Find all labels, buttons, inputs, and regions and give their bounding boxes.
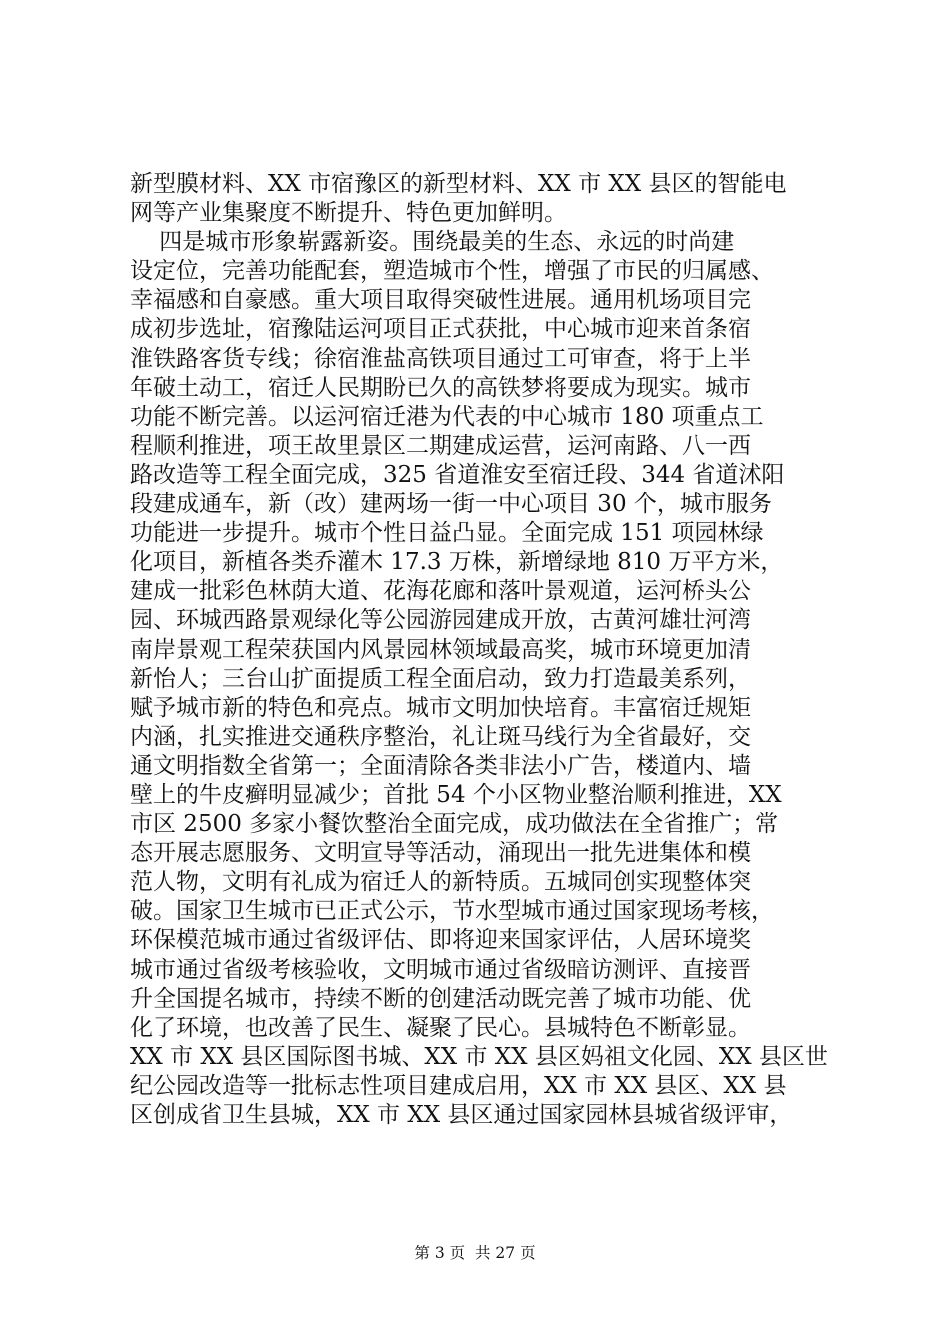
text-line: 范人物，文明有礼成为宿迁人的新特质。五城同创实现整体突	[130, 869, 751, 896]
text-line: 四是城市形象崭露新姿。围绕最美的生态、永远的时尚建	[130, 229, 735, 256]
text-line: 设定位，完善功能配套，塑造城市个性，增强了市民的归属感、	[130, 258, 774, 285]
text-line: 新型膜材料、XX 市宿豫区的新型材料、XX 市 XX 县区的智能电	[130, 171, 787, 197]
text-line: 化了环境，也改善了民生、凝聚了民心。县城特色不断彰显。	[130, 1014, 751, 1041]
text-line: 化项目，新植各类乔灌木 17.3 万株，新增绿地 810 万平方米，	[130, 549, 784, 576]
text-line: 幸福感和自豪感。重大项目取得突破性进展。通用机场项目完	[130, 287, 751, 314]
text-line: 成初步选址，宿豫陆运河项目正式获批，中心城市迎来首条宿	[130, 316, 751, 343]
text-line: 市区 2500 多家小餐饮整治全面完成，成功做法在全省推广；常	[130, 811, 779, 838]
text-line: 南岸景观工程荣获国内风景园林领域最高奖，城市环境更加清	[130, 636, 751, 663]
text-line: 通文明指数全省第一；全面清除各类非法小广告，楼道内、墙	[130, 752, 751, 779]
text-line: 城市通过省级考核验收，文明城市通过省级暗访测评、直接晋	[130, 956, 751, 983]
text-line: 区创成省卫生县城，XX 市 XX 县区通过国家园林县城省级评审，	[130, 1102, 793, 1128]
text-line: 功能不断完善。以运河宿迁港为代表的中心城市 180 项重点工	[130, 403, 764, 430]
text-line: 网等产业集聚度不断提升、特色更加鲜明。	[130, 200, 567, 227]
text-line: 破。国家卫生城市已正式公示，节水型城市通过国家现场考核，	[130, 898, 774, 925]
page-number-footer: 第 3 页 共 27 页	[414, 1244, 536, 1262]
text-line: 赋予城市新的特色和亮点。城市文明加快培育。丰富宿迁规矩	[130, 694, 751, 721]
text-line: 路改造等工程全面完成，325 省道淮安至宿迁段、344 省道沭阳	[130, 461, 785, 488]
text-line: 程顺利推进，项王故里景区二期建成运营，运河南路、八一西	[130, 432, 751, 459]
text-line: 建成一批彩色林荫大道、花海花廊和落叶景观道，运河桥头公	[130, 578, 751, 605]
text-line: 内涵，扎实推进交通秩序整治，礼让斑马线行为全省最好，交	[130, 723, 751, 750]
text-line: 淮铁路客货专线；徐宿淮盐高铁项目通过工可审查，将于上半	[130, 345, 751, 372]
text-line: 段建成通车，新（改）建两场一街一中心项目 30 个，城市服务	[130, 491, 772, 518]
text-line: XX 市 XX 县区国际图书城、XX 市 XX 县区妈祖文化园、XX 县区世	[130, 1043, 828, 1070]
text-line: 态开展志愿服务、文明宣导等活动，涌现出一批先进集体和模	[130, 840, 751, 867]
text-line: 功能进一步提升。城市个性日益凸显。全面完成 151 项园林绿	[130, 520, 764, 547]
text-line: 年破土动工，宿迁人民期盼已久的高铁梦将要成为现实。城市	[130, 374, 751, 401]
text-line: 环保模范城市通过省级评估、即将迎来国家评估，人居环境奖	[130, 927, 751, 954]
text-line: 纪公园改造等一批标志性项目建成启用，XX 市 XX 县区、XX 县	[130, 1072, 787, 1099]
text-line: 园、环城西路景观绿化等公园游园建成开放，古黄河雄壮河湾	[130, 607, 751, 634]
text-line: 新怡人；三台山扩面提质工程全面启动，致力打造最美系列，	[130, 665, 751, 692]
text-line: 升全国提名城市，持续不断的创建活动既完善了城市功能、优	[130, 985, 751, 1012]
text-line: 壁上的牛皮癣明显减少；首批 54 个小区物业整治顺利推进，XX	[130, 781, 782, 808]
body-text	[130, 170, 830, 1130]
